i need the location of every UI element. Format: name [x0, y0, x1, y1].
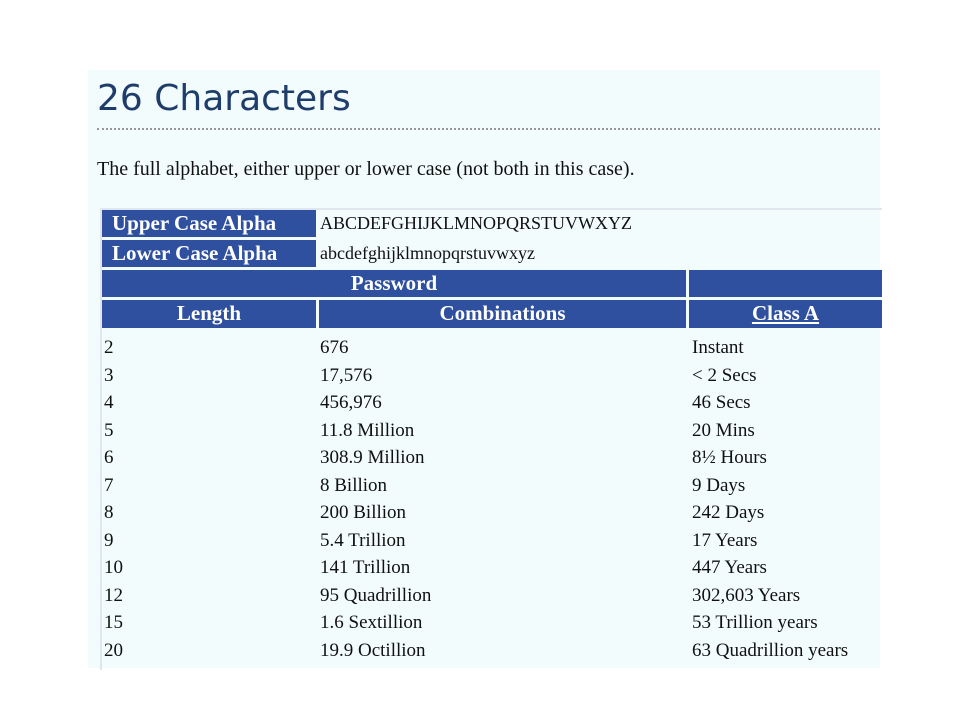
upper-case-value: ABCDEFGHIJKLMNOPQRSTUVWXYZ: [320, 213, 633, 233]
column-header-class-a: [689, 300, 882, 328]
length-cell: 7: [104, 475, 114, 496]
class-a-cell: 53 Trillion years: [692, 612, 818, 633]
combinations-cell: 141 Trillion: [320, 557, 411, 578]
combinations-cell: 200 Billion: [320, 502, 407, 523]
combinations-cell: 676: [320, 337, 349, 358]
class-a-cell: 8½ Hours: [692, 447, 767, 468]
length-cell: 10: [104, 557, 123, 578]
class-a-cell: 63 Quadrillion years: [692, 640, 849, 661]
combinations-cell: 1.6 Sextillion: [320, 612, 423, 633]
combinations-cell: 95 Quadrillion: [320, 585, 432, 606]
class-a-cell: < 2 Secs: [692, 365, 757, 386]
table-row: [102, 582, 882, 609]
page-title: 26 Characters: [97, 78, 351, 119]
combinations-cell: 5.4 Trillion: [320, 530, 406, 551]
password-group-header: Password: [102, 270, 686, 297]
class-a-cell: 17 Years: [692, 530, 758, 551]
table-row: [102, 609, 882, 636]
table-row: [102, 527, 882, 554]
column-header-combinations: Combinations: [319, 300, 686, 328]
class-a-cell: 20 Mins: [692, 420, 755, 441]
combinations-cell: 19.9 Octillion: [320, 640, 426, 661]
intro-text: The full alphabet, either upper or lower case (not both in this case).: [97, 158, 635, 180]
class-a-cell: 9 Days: [692, 475, 746, 496]
table-row: [102, 444, 882, 471]
table-row: [102, 334, 882, 361]
lower-case-label: Lower Case Alpha: [102, 240, 316, 267]
group-header-blank: [689, 270, 882, 297]
class-a-cell: 242 Days: [692, 502, 765, 523]
class-a-link[interactable]: Class A: [751, 301, 820, 325]
length-cell: 4: [104, 392, 114, 413]
length-cell: 8: [104, 502, 114, 523]
length-cell: 12: [104, 585, 123, 606]
upper-case-label: Upper Case Alpha: [102, 210, 316, 237]
table-row: [102, 417, 882, 444]
title-divider: [97, 128, 880, 130]
combinations-cell: 8 Billion: [320, 475, 388, 496]
column-header-length: Length: [102, 300, 316, 328]
table-row: [102, 362, 882, 389]
table-row: [102, 554, 882, 581]
combinations-cell: 11.8 Million: [320, 420, 415, 441]
length-cell: 9: [104, 530, 114, 551]
lower-case-value: abcdefghijklmnopqrstuvwxyz: [320, 243, 535, 263]
content-panel: [88, 70, 880, 668]
password-table: [100, 208, 882, 670]
combinations-cell: 456,976: [320, 392, 382, 413]
length-cell: 5: [104, 420, 114, 441]
class-a-cell: 447 Years: [692, 557, 767, 578]
length-cell: 6: [104, 447, 114, 468]
class-a-cell: 302,603 Years: [692, 585, 801, 606]
class-a-cell: 46 Secs: [692, 392, 751, 413]
table-row: [102, 389, 882, 416]
class-a-cell: Instant: [692, 337, 744, 358]
length-cell: 15: [104, 612, 123, 633]
length-cell: 3: [104, 365, 114, 386]
combinations-cell: 17,576: [320, 365, 373, 386]
length-cell: 2: [104, 337, 114, 358]
table-row: [102, 472, 882, 499]
length-cell: 20: [104, 640, 123, 661]
table-row: [102, 637, 882, 664]
combinations-cell: 308.9 Million: [320, 447, 425, 468]
table-row: [102, 499, 882, 526]
